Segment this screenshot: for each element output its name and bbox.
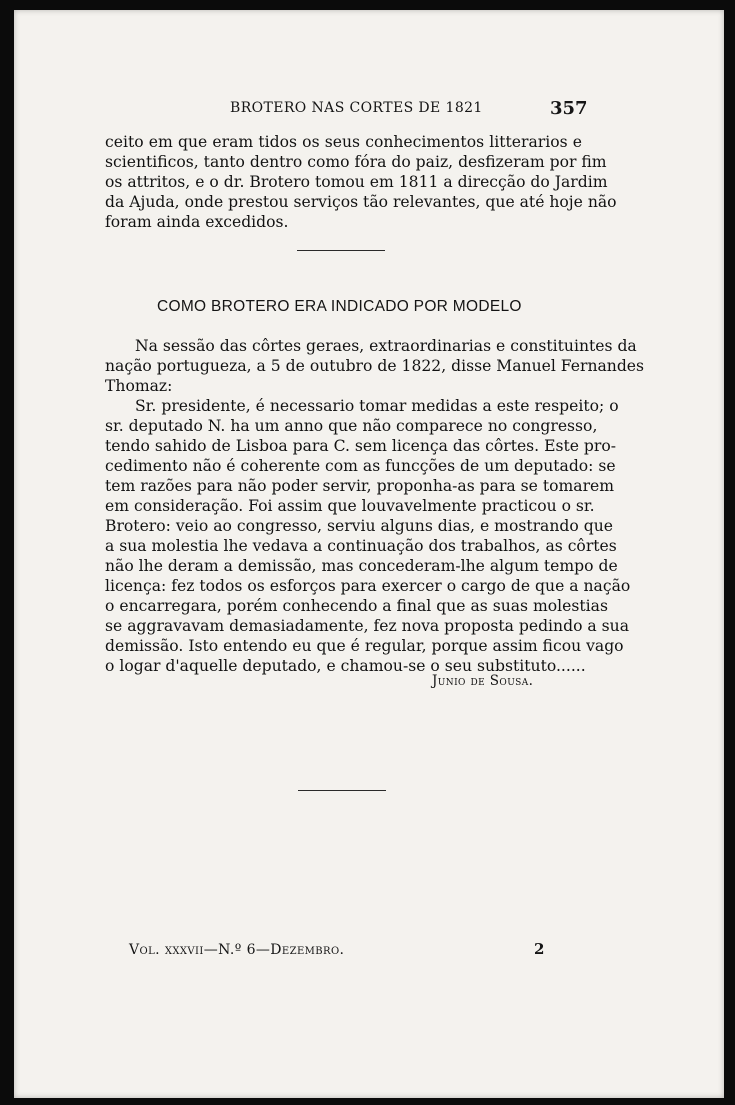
text-line: se aggravavam demasiadamente, fez nova proposta pedindo a sua <box>105 617 630 635</box>
section-divider <box>297 250 385 251</box>
text-line: a sua molestia lhe vedava a continuação dos trabalhos, as côrtes <box>105 537 617 555</box>
page-header <box>14 100 724 124</box>
intro-paragraph <box>105 132 617 232</box>
text-line: o logar d'aquelle deputado, e chamou-se o seu substituto...... <box>105 657 586 675</box>
section-title: COMO BROTERO ERA INDICADO POR MODELO <box>157 298 522 315</box>
text-line: ceito em que eram tidos os seus conhecimentos litterarios e <box>105 133 582 151</box>
section-body <box>105 336 645 676</box>
running-title: BROTERO NAS CORTES DE 1821 <box>230 100 483 116</box>
text-line: tem razões para não poder servir, proponha-as para se tomarem <box>105 477 615 495</box>
end-divider <box>298 790 386 791</box>
signature-mark: 2 <box>534 940 545 958</box>
text-line: scientificos, tanto dentro como fóra do paiz, desfizeram por fim <box>105 153 607 171</box>
text-line: não lhe deram a demissão, mas concederam-lhe algum tempo de <box>105 557 618 575</box>
volume-info: Vol. xxxvii—N.º 6—Dezembro. <box>129 942 345 958</box>
text-line: foram ainda excedidos. <box>105 213 289 231</box>
text-line: o encarregara, porém conhecendo a final que as suas molestias <box>105 597 608 615</box>
text-line: nação portugueza, a 5 de outubro de 1822, disse Manuel Fernandes <box>105 357 645 375</box>
text-line: Na sessão das côrtes geraes, extraordinarias e constituintes da <box>135 337 637 355</box>
text-line: licença: fez todos os esforços para exercer o cargo de que a nação <box>105 577 631 595</box>
text-line: Thomaz: <box>105 377 173 395</box>
text-line: sr. deputado N. ha um anno que não comparece no congresso, <box>105 417 598 435</box>
page-number: 357 <box>550 98 588 119</box>
text-line: Sr. presidente, é necessario tomar medidas a este respeito; o <box>135 397 619 415</box>
text-line: cedimento não é coherente com as funcções de um deputado: se <box>105 457 616 475</box>
document-page <box>14 10 724 1098</box>
text-line: Brotero: veio ao congresso, serviu alguns dias, e mostrando que <box>105 517 613 535</box>
text-line: os attritos, e o dr. Brotero tomou em 1811 a direcção do Jardim <box>105 173 608 191</box>
text-line: da Ajuda, onde prestou serviços tão relevantes, que até hoje não <box>105 193 617 211</box>
text-line: demissão. Isto entendo eu que é regular, porque assim ficou vago <box>105 637 624 655</box>
text-line: tendo sahido de Lisboa para C. sem licença das côrtes. Este pro- <box>105 437 617 455</box>
author-signature: Junio de Sousa. <box>432 673 534 689</box>
text-line: em consideração. Foi assim que louvavelmente practicou o sr. <box>105 497 595 515</box>
